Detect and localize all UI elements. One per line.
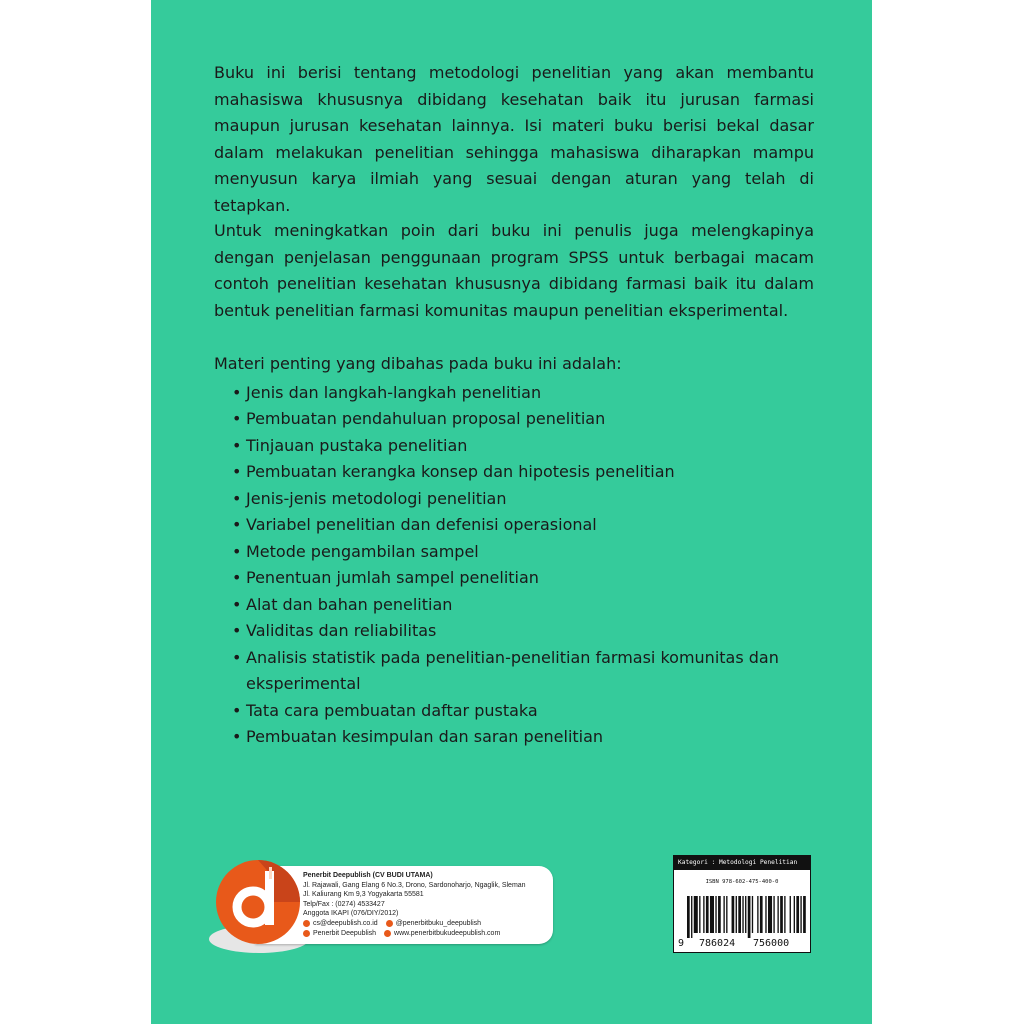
description-paragraph-2 bbox=[214, 218, 814, 324]
barcode-bar bbox=[718, 896, 721, 933]
barcode-bar bbox=[780, 896, 783, 933]
barcode-digits-right: 756000 bbox=[753, 938, 790, 949]
barcode-bar bbox=[726, 896, 727, 933]
barcode-bar bbox=[687, 896, 690, 938]
barcode-bar bbox=[757, 896, 758, 933]
paragraph-text: Untuk meningkatkan poin dari buku ini penulis juga melengkapinya dengan penjelasan penggunaan program SPSS untuk berbagai macam contoh penelitian kesehatan khususnya dibidang farmasi baik itu dalam bentuk penelitian farmasi komunitas maupun penelitian eksperimental. bbox=[214, 221, 814, 320]
publisher-address-1: Jl. Rajawali, Gang Elang 6 No.3, Drono, Sardonoharjo, Ngaglik, Sleman bbox=[303, 881, 526, 889]
publisher-name: Penerbit Deepublish (CV BUDI UTAMA) bbox=[303, 872, 433, 879]
list-item: • Alat dan bahan penelitian bbox=[214, 592, 814, 619]
publisher-instagram[interactable]: @penerbitbuku_deepublish bbox=[395, 919, 482, 927]
publisher-phone: Telp/Fax : (0274) 4533427 bbox=[303, 900, 385, 908]
list-item: • Jenis dan langkah-langkah penelitian bbox=[214, 380, 814, 407]
publisher-info bbox=[303, 871, 553, 938]
list-item: • Pembuatan kesimpulan dan saran penelitian bbox=[214, 724, 814, 751]
barcode-bar bbox=[760, 896, 763, 933]
barcode-bar bbox=[773, 896, 774, 933]
list-item: • Pembuatan kerangka konsep dan hipotesis penelitian bbox=[214, 459, 814, 486]
barcode-bar bbox=[745, 896, 746, 933]
publisher-email[interactable]: cs@deepublish.co.id bbox=[313, 919, 378, 927]
barcode-bar bbox=[710, 896, 714, 933]
paragraph-text: Buku ini berisi tentang metodologi penelitian yang akan membantu mahasiswa khususnya dibidang kesehatan baik itu jurusan farmasi maupun jurusan kesehatan lainnya. Isi materi buku berisi bekal dasar dalam melakukan penelitian sehingga mahasiswa diharapkan mampu menyusun karya ilmiah yang sesuai dengan aturan yang telah di tetapkan. bbox=[214, 63, 814, 215]
list-item: • Metode pengambilan sampel bbox=[214, 539, 814, 566]
isbn-barcode-box bbox=[673, 855, 811, 953]
barcode-bar bbox=[796, 896, 799, 933]
web-icon bbox=[384, 930, 391, 937]
barcode-bar bbox=[765, 896, 766, 933]
description-paragraph-1 bbox=[214, 60, 814, 219]
list-item: • Validitas dan reliabilitas bbox=[214, 618, 814, 645]
list-item: • Variabel penelitian dan defenisi operasional bbox=[214, 512, 814, 539]
publisher-address-2: Jl. Kaliurang Km 9,3 Yogyakarta 55581 bbox=[303, 891, 424, 899]
barcode-bar bbox=[784, 896, 785, 933]
barcode-bar bbox=[732, 896, 735, 933]
email-icon bbox=[303, 920, 310, 927]
barcode-bar bbox=[752, 896, 753, 933]
publisher-website[interactable]: www.penerbitbukudeepublish.com bbox=[394, 929, 501, 937]
list-item: • Jenis-jenis metodologi penelitian bbox=[214, 486, 814, 513]
list-item: • Tinjauan pustaka penelitian bbox=[214, 433, 814, 460]
barcode-digits-left: 786024 bbox=[699, 938, 736, 949]
publisher-membership: Anggota IKAPI (076/DIY/2012) bbox=[303, 910, 399, 918]
publisher-facebook[interactable]: Penerbit Deepublish bbox=[313, 929, 377, 937]
barcode-bar bbox=[706, 896, 709, 933]
barcode-bar bbox=[748, 896, 751, 938]
barcode-bar bbox=[715, 896, 716, 933]
barcode-bar bbox=[794, 896, 795, 933]
list-item: • Pembuatan pendahuluan proposal penelitian bbox=[214, 406, 814, 433]
contact-row-1 bbox=[303, 919, 553, 929]
deepublish-logo-icon bbox=[213, 857, 303, 947]
barcode-bar bbox=[803, 896, 806, 933]
list-item: • Penentuan jumlah sampel penelitian bbox=[214, 565, 814, 592]
barcode-bar bbox=[694, 896, 698, 933]
publisher-badge bbox=[207, 857, 557, 957]
barcode-digit-prefix: 9 bbox=[678, 938, 685, 949]
topics-intro: Materi penting yang dibahas pada buku ini adalah: bbox=[214, 354, 622, 373]
barcode-image bbox=[677, 896, 807, 938]
topics-section bbox=[214, 351, 814, 751]
barcode-bar bbox=[738, 896, 741, 933]
barcode-bar bbox=[777, 896, 778, 933]
instagram-icon bbox=[386, 920, 393, 927]
topics-list bbox=[214, 380, 814, 751]
barcode-bar bbox=[790, 896, 791, 933]
category-label: Kategori : Metodologi Penelitian bbox=[674, 856, 810, 870]
barcode-bar bbox=[742, 896, 743, 933]
barcode-bar bbox=[800, 896, 801, 933]
barcode-bar bbox=[703, 896, 704, 933]
barcode-bar bbox=[691, 896, 692, 938]
list-item: • Analisis statistik pada penelitian-penelitian farmasi komunitas dan eksperimental bbox=[214, 645, 814, 698]
barcode-bar bbox=[768, 896, 772, 933]
contact-row-2 bbox=[303, 929, 553, 939]
barcode-bar bbox=[699, 896, 700, 933]
facebook-icon bbox=[303, 930, 310, 937]
list-item: • Tata cara pembuatan daftar pustaka bbox=[214, 698, 814, 725]
isbn-number: ISBN 978-602-475-400-0 bbox=[705, 879, 779, 885]
barcode-bar bbox=[736, 896, 737, 933]
barcode-bar bbox=[723, 896, 724, 933]
